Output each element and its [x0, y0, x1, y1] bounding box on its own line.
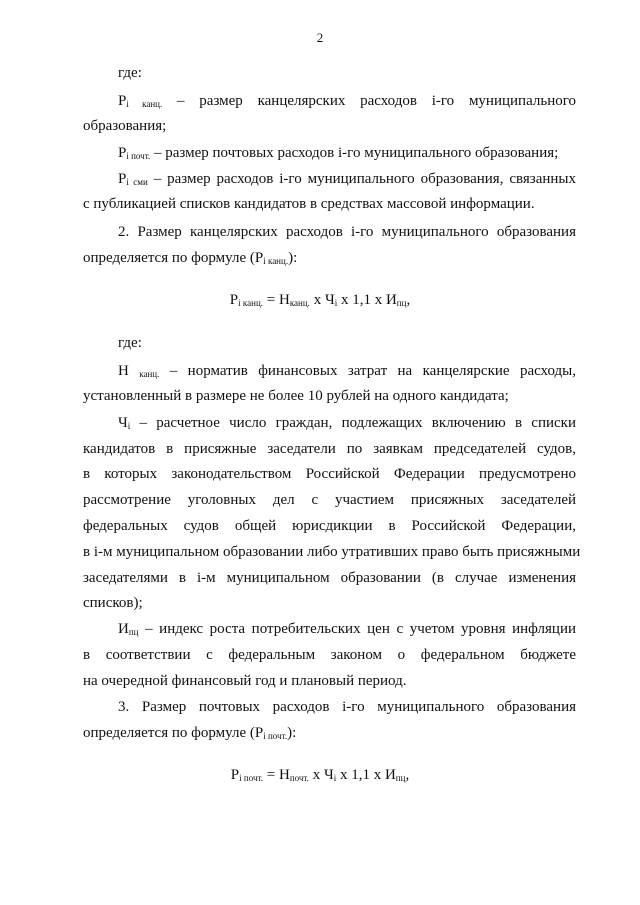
item-3-text: 3. Размер почтовых расходов i-го муниципального образования	[118, 699, 576, 715]
definition-text: – размер расходов i-го муниципального образования, связанных	[153, 171, 577, 187]
variable-subscript: i	[127, 421, 131, 431]
formula-poch: $Р_{i почт.} = Н_{почт.}$ х $Ч_i$ х 1,1 х $И_{пц}$,	[230, 767, 410, 783]
item-2-formula-ref: определяется по формуле $(Р_{i канц.})$:	[83, 250, 298, 266]
formula-kanc: $Р_{i канц.} = Н_{канц.}$ х $Ч_i$ х 1,1 х $И_{пц}$,	[229, 292, 411, 308]
variable-subscript: i сми	[126, 177, 148, 187]
variable-subscript: i канц.	[126, 99, 163, 109]
where-label: где:	[118, 335, 142, 351]
item-2-text: 2. Размер канцелярских расходов i-го муниципального образования	[118, 224, 576, 240]
definition-p-poch	[118, 146, 558, 161]
definition-text: в i-м муниципальном образовании либо утративших право быть присяжными	[83, 544, 581, 560]
definition-text: на очередной финансовый год и плановый период.	[83, 673, 407, 689]
definition-text: рассмотрение уголовных дел с участием присяжных заседателей	[83, 492, 576, 508]
variable-subscript: канц.	[139, 369, 160, 379]
definition-text: кандидатов в присяжные заседатели по заявкам председателей судов,	[83, 441, 576, 457]
definition-ch	[118, 416, 576, 431]
definition-text: – размер почтовых расходов i-го муниципального образования;	[153, 145, 559, 161]
definition-text: заседателями в i-м муниципальном образовании (в случае изменения	[83, 570, 576, 586]
variable-symbol: Р	[118, 93, 127, 109]
variable-subscript: пц	[128, 627, 139, 637]
definition-text: федеральных судов общей юрисдикции в Российской Федерации,	[83, 518, 576, 534]
definition-ipc	[118, 622, 576, 637]
page-number: 2	[316, 30, 324, 45]
definition-text: – размер канцелярских расходов i-го муниципального	[177, 93, 576, 109]
definition-text: в которых законодательством Российской Федерации предусмотрено	[83, 466, 576, 482]
definition-p-smi	[118, 172, 576, 187]
definition-text: образования;	[83, 118, 167, 134]
item-3-formula-ref: определяется по формуле $(Р_{i почт.})$:	[83, 725, 297, 741]
definition-text: – индекс роста потребительских цен с учетом уровня инфляции	[145, 621, 576, 637]
variable-symbol: Р	[118, 171, 127, 187]
where-label: где:	[118, 65, 142, 81]
variable-symbol: Н	[118, 363, 129, 379]
variable-symbol: Ч	[118, 415, 128, 431]
definition-text: в соответствии с федеральным законом о федеральном бюджете	[83, 647, 576, 663]
definition-text: с публикацией списков кандидатов в средствах массовой информации.	[83, 196, 535, 212]
variable-symbol: И	[118, 621, 129, 637]
definition-text: – расчетное число граждан, подлежащих включению в списки	[139, 415, 576, 431]
definition-text: списков);	[83, 595, 143, 611]
variable-symbol: Р	[118, 145, 127, 161]
variable-subscript: i почт.	[126, 151, 151, 161]
definition-text: – норматив финансовых затрат на канцелярские расходы,	[169, 363, 577, 379]
definition-n-kanc	[118, 364, 576, 379]
definition-p-kanc	[118, 94, 576, 109]
definition-text: установленный в размере не более 10 рублей на одного кандидата;	[83, 388, 509, 404]
